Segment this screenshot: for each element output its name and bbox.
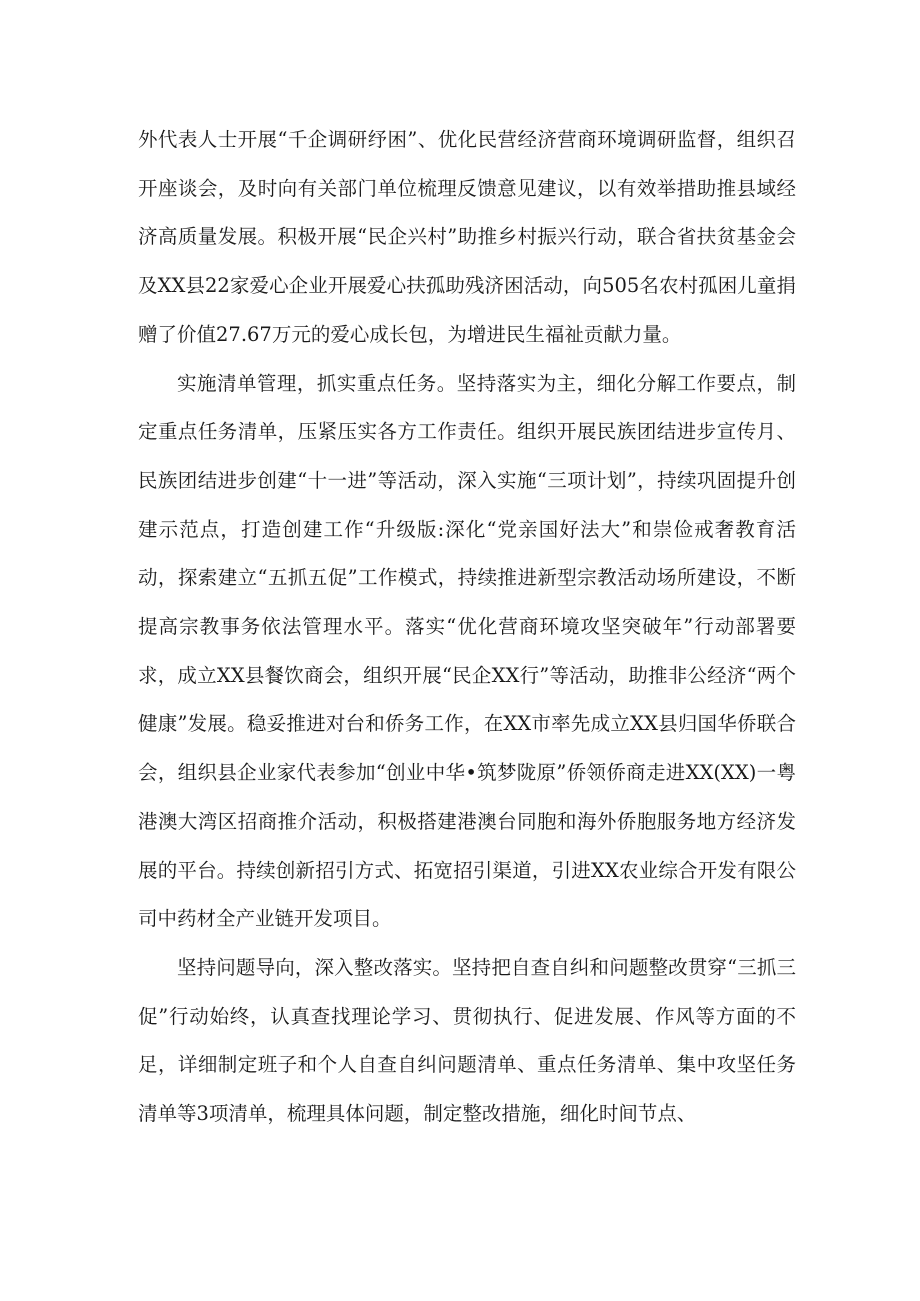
paragraph-1: 外代表人士开展“千企调研纾困”、优化民营经济营商环境调研监督，组织召开座谈会，及时向有关部门单位梳理反馈意见建议，以有效举措助推县域经济高质量发展。积极开展“民企兴村”助推乡村振兴行动，联合省扶贫基金会及XX县22家爱心企业开展爱心扶孤助残济困活动，向505名农村孤困儿童捐赠了价值27.67万元的爱心成长包，为增进民生福祉贡献力量。 xyxy=(138,128,796,346)
paragraph-2: 实施清单管理，抓实重点任务。坚持落实为主，细化分解工作要点，制定重点任务清单，压紧压实各方工作责任。组织开展民族团结进步宣传月、民族团结进步创建“十一进”等活动，深入实施“三项计划”，持续巩固提升创建示范点，打造创建工作“升级版:深化“党亲国好法大”和崇俭戒奢教育活动，探索建立“五抓五促”工作模式，持续推进新型宗教活动场所建设，不断提高宗教事务依法管理水平。落实“优化营商环境攻坚突破年”行动部署要求，成立XX县餐饮商会，组织开展“民企XX行”等活动，助推非公经济“两个健康”发展。稳妥推进对台和侨务工作，在XX市率先成立XX县归国华侨联合会，组织县企业家代表参加“创业中华•筑梦陇原”侨领侨商走进XX(XX)一粤港澳大湾区招商推介活动，积极搭建港澳台同胞和海外侨胞服务地方经济发展的平台。持续创新招引方式、拓宽招引渠道，引进XX农业综合开发有限公司中药材全产业链开发项目。 xyxy=(138,371,796,931)
paragraph-3: 坚持问题导向，深入整改落实。坚持把自查自纠和问题整改贯穿“三抓三促”行动始终，认真查找理论学习、贯彻执行、促进发展、作风等方面的不足，详细制定班子和个人自查自纠问题清单、重点任务清单、集中攻坚任务清单等3项清单，梳理具体问题，制定整改措施，细化时间节点、 xyxy=(138,955,796,1126)
document-body xyxy=(138,116,796,1139)
